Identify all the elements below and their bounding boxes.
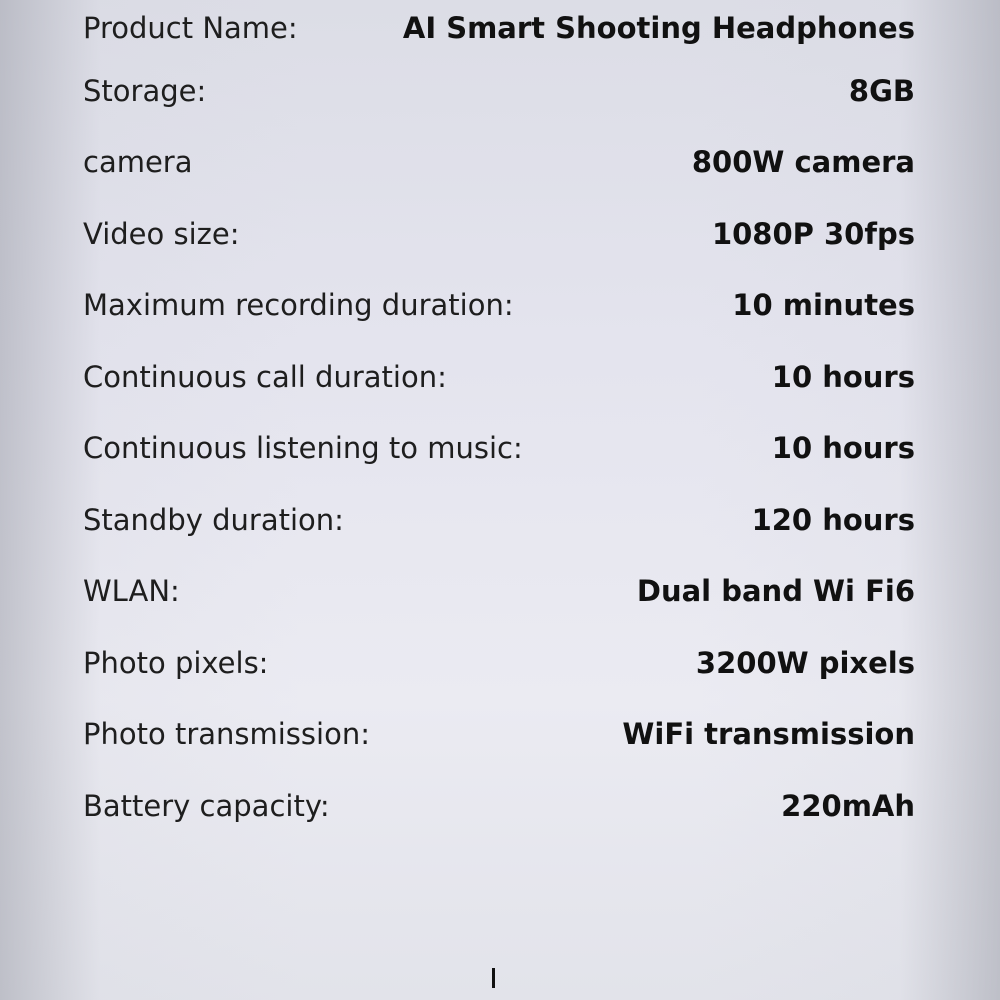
spec-value: 1080P 30fps: [711, 216, 915, 251]
spec-row-wlan: [83, 556, 915, 628]
spec-label: Standby duration:: [83, 502, 344, 537]
spec-value: 8GB: [848, 73, 915, 108]
spec-value: 800W camera: [691, 145, 915, 180]
spec-label: Photo pixels:: [83, 645, 269, 680]
spec-label: Photo transmission:: [83, 717, 370, 752]
spec-label: Product Name:: [83, 10, 298, 45]
spec-row-call-duration: [83, 341, 915, 413]
spec-value: Dual band Wi Fi6: [636, 574, 915, 609]
spec-value: 10 hours: [771, 359, 915, 394]
spec-row-storage: [83, 55, 915, 127]
spec-label: Battery capacity:: [83, 788, 330, 823]
spec-row-product-name: [83, 0, 915, 55]
spec-value: 10 minutes: [732, 288, 915, 323]
spec-value: AI Smart Shooting Headphones: [402, 10, 915, 45]
spec-value: 120 hours: [751, 502, 915, 537]
spec-row-max-recording: [83, 270, 915, 342]
spec-row-standby: [83, 484, 915, 556]
spec-value: 10 hours: [771, 431, 915, 466]
spec-label: WLAN:: [83, 574, 180, 609]
spec-row-music-duration: [83, 413, 915, 485]
spec-row-video-size: [83, 198, 915, 270]
spec-value: 220mAh: [781, 788, 915, 823]
spec-label: Storage:: [83, 73, 207, 108]
spec-label: Maximum recording duration:: [83, 288, 514, 323]
page-indicator: [492, 968, 495, 988]
spec-label: Video size:: [83, 216, 240, 251]
spec-row-photo-transmission: [83, 699, 915, 771]
spec-value: 3200W pixels: [695, 645, 915, 680]
spec-label: Continuous listening to music:: [83, 431, 523, 466]
spec-label: Continuous call duration:: [83, 359, 447, 394]
spec-label: camera: [83, 145, 193, 180]
spec-row-photo-pixels: [83, 627, 915, 699]
spec-value: WiFi transmission: [622, 717, 915, 752]
spec-row-camera: [83, 127, 915, 199]
spec-table: [83, 0, 915, 842]
spec-row-battery: [83, 770, 915, 842]
